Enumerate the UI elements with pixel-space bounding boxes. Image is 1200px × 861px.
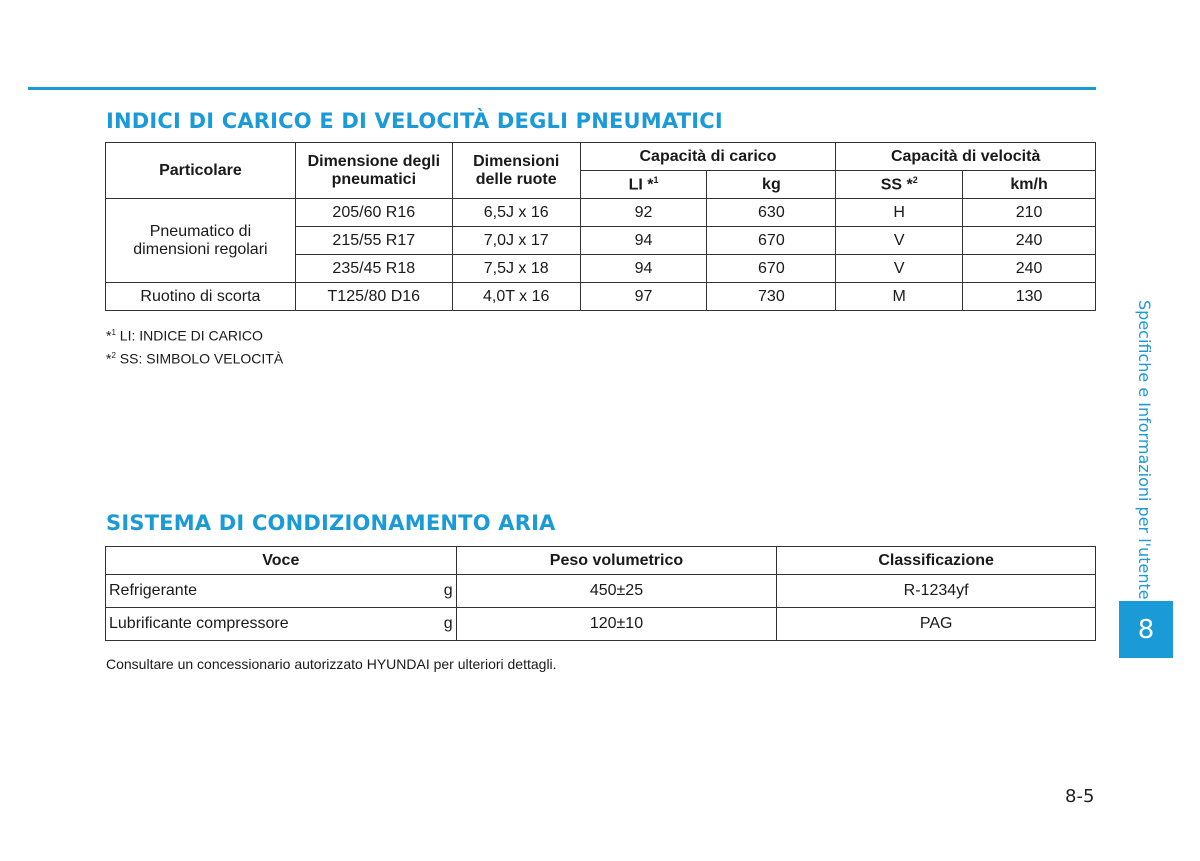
header-kg: kg [707,171,836,199]
cell-li: 92 [580,199,707,227]
cell-wheel: 7,5J x 18 [452,255,580,283]
cell-kg: 670 [707,255,836,283]
footnote-ss: *$^2$ SS: SIMBOLO VELOCITÀ [106,350,284,367]
table-row [106,575,1096,608]
top-rule [28,87,1096,90]
cell-wheel: 4,0T x 16 [452,283,580,311]
cell-tyre: 215/55 R17 [295,227,452,255]
page-number: 8-5 [1065,786,1095,807]
header-voce: Voce [106,547,457,575]
cell-kmh: 210 [963,199,1096,227]
ac-section-title: SISTEMA DI CONDIZIONAMENTO ARIA [106,511,556,535]
cell-tyre: 235/45 R18 [295,255,452,283]
tyre-load-speed-table [105,142,1096,311]
cell-ss: V [836,255,963,283]
group-spare-tyre: Ruotino di scorta [106,283,296,311]
cell-voce: Lubrificante compressore g [106,608,457,641]
cell-kg: 730 [707,283,836,311]
footnote-li: *$^1$ LI: INDICE DI CARICO [106,327,263,344]
cell-li: 94 [580,227,707,255]
cell-classificazione: PAG [777,608,1096,641]
cell-kmh: 240 [963,227,1096,255]
table-row [106,199,1096,227]
cell-li: 97 [580,283,707,311]
cell-wheel: 6,5J x 16 [452,199,580,227]
header-wheel-size: Dimensioni delle ruote [452,143,580,199]
cell-tyre: 205/60 R16 [295,199,452,227]
table-header-row [106,547,1096,575]
cell-li: 94 [580,255,707,283]
cell-peso: 450±25 [456,575,777,608]
cell-ss: V [836,227,963,255]
cell-voce: Refrigerante g [106,575,457,608]
footer-note: Consultare un concessionario autorizzato HYUNDAI per ulteriori dettagli. [106,656,557,672]
table-row [106,608,1096,641]
cell-ss: M [836,283,963,311]
header-ss: SS *$^2$ [836,171,963,199]
tyre-section-title: INDICI DI CARICO E DI VELOCITÀ DEGLI PNEUMATICI [106,109,723,133]
table-header-row [106,143,1096,171]
cell-wheel: 7,0J x 17 [452,227,580,255]
cell-tyre: T125/80 D16 [295,283,452,311]
chapter-side-label: Specifiche e Informazioni per l'utente [1135,300,1154,600]
cell-kg: 670 [707,227,836,255]
group-regular-tyre: Pneumatico di dimensioni regolari [106,199,296,283]
header-particolare: Particolare [106,143,296,199]
cell-classificazione: R-1234yf [777,575,1096,608]
header-speed-capacity: Capacità di velocità [836,143,1096,171]
header-classificazione: Classificazione [777,547,1096,575]
cell-ss: H [836,199,963,227]
cell-kmh: 130 [963,283,1096,311]
header-kmh: km/h [963,171,1096,199]
cell-kmh: 240 [963,255,1096,283]
header-peso: Peso volumetrico [456,547,777,575]
table-row [106,283,1096,311]
header-tyre-size: Dimensione degli pneumatici [295,143,452,199]
cell-kg: 630 [707,199,836,227]
ac-system-table [105,546,1096,641]
header-li: LI *$^1$ [580,171,707,199]
footnotes [106,323,283,368]
cell-peso: 120±10 [456,608,777,641]
header-load-capacity: Capacità di carico [580,143,836,171]
chapter-tab: 8 [1119,601,1173,658]
